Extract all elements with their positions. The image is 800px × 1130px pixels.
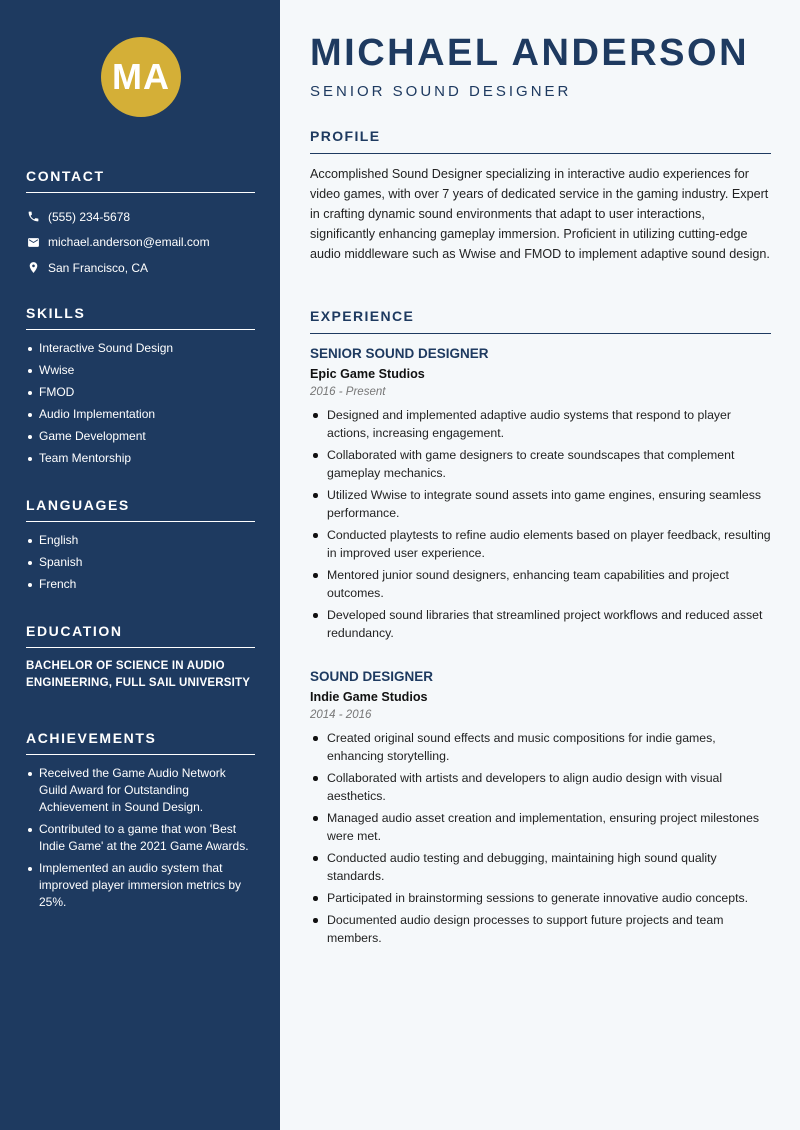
sidebar <box>0 0 280 1130</box>
job-bullet: Collaborated with artists and developers to align audio design with visual aesthetics. <box>310 769 771 805</box>
achievements-list <box>26 765 255 911</box>
contact-email-text: michael.anderson@email.com <box>48 235 210 250</box>
job-bullet: Conducted playtests to refine audio elements based on player feedback, resulting in improved user experience. <box>310 526 771 562</box>
job-entry <box>310 669 771 951</box>
profile-heading: PROFILE <box>310 128 771 154</box>
skill-item: Interactive Sound Design <box>26 340 255 357</box>
skill-item: Game Development <box>26 428 255 445</box>
education-heading: EDUCATION <box>26 623 255 648</box>
job-bullets <box>310 729 771 947</box>
language-item: French <box>26 576 255 593</box>
job-bullets <box>310 406 771 642</box>
skill-item: FMOD <box>26 384 255 401</box>
location-pin-icon <box>26 261 40 275</box>
job-bullet: Participated in brainstorming sessions to generate innovative audio concepts. <box>310 889 771 907</box>
phone-icon <box>26 210 40 224</box>
skill-item: Audio Implementation <box>26 406 255 423</box>
job-bullet: Conducted audio testing and debugging, maintaining high sound quality standards. <box>310 849 771 885</box>
job-entry <box>310 346 771 646</box>
skills-section <box>26 305 255 472</box>
achievement-item: Implemented an audio system that improved player immersion metrics by 25%. <box>26 860 255 911</box>
contact-section <box>26 168 255 281</box>
job-bullet: Designed and implemented adaptive audio systems that respond to player actions, increasing engagement. <box>310 406 771 442</box>
contact-location-text: San Francisco, CA <box>48 260 149 275</box>
education-degree: BACHELOR OF SCIENCE IN AUDIO ENGINEERING, FULL SAIL UNIVERSITY <box>26 660 251 689</box>
job-role: SENIOR SOUND DESIGNER <box>310 346 489 361</box>
achievements-heading: ACHIEVEMENTS <box>26 730 255 755</box>
job-bullet: Mentored junior sound designers, enhancing team capabilities and project outcomes. <box>310 566 771 602</box>
languages-list <box>26 532 255 593</box>
contact-list <box>26 204 255 281</box>
job-dates: 2014 - 2016 <box>310 709 372 721</box>
profile-summary: Accomplished Sound Designer specializing in interactive audio experiences for video games, with over 7 years of dedicated service in the gaming industry. Expert in crafting dynamic sound environments that adapt to user interactions, significantly enhancing gameplay immersion. Proficient in utilizing cutting-edge audio middleware such as Wwise and FMOD to implement adaptive sound design. <box>310 167 770 261</box>
achievement-item: Contributed to a game that won 'Best Indie Game' at the 2021 Game Awards. <box>26 821 255 855</box>
candidate-title: SENIOR SOUND DESIGNER <box>310 83 572 100</box>
contact-phone <box>26 204 255 230</box>
language-item: English <box>26 532 255 549</box>
skill-item: Team Mentorship <box>26 450 255 467</box>
skills-list <box>26 340 255 467</box>
job-bullet: Developed sound libraries that streamlined project workflows and reduced asset redundancy. <box>310 606 771 642</box>
job-bullet: Utilized Wwise to integrate sound assets into game engines, ensuring seamless performance. <box>310 486 771 522</box>
candidate-name: MICHAEL ANDERSON <box>310 32 750 74</box>
experience-section <box>310 308 771 334</box>
job-dates: 2016 - Present <box>310 386 386 398</box>
achievements-section <box>26 730 255 916</box>
job-bullet: Managed audio asset creation and implementation, ensuring project milestones were met. <box>310 809 771 845</box>
contact-location <box>26 255 255 281</box>
education-section <box>26 623 255 692</box>
achievement-item: Received the Game Audio Network Guild Award for Outstanding Achievement in Sound Design. <box>26 765 255 816</box>
job-bullet: Created original sound effects and music compositions for indie games, enhancing storytelling. <box>310 729 771 765</box>
contact-email <box>26 230 255 256</box>
job-bullet: Documented audio design processes to support future projects and team members. <box>310 911 771 947</box>
languages-heading: LANGUAGES <box>26 497 255 522</box>
profile-section <box>310 128 771 264</box>
job-role: SOUND DESIGNER <box>310 669 434 684</box>
contact-phone-text: (555) 234-5678 <box>48 209 131 224</box>
job-company: Epic Game Studios <box>310 367 425 381</box>
languages-section <box>26 497 255 598</box>
experience-heading: EXPERIENCE <box>310 308 771 334</box>
avatar: MA <box>101 37 181 117</box>
mail-icon <box>26 235 40 249</box>
skills-heading: SKILLS <box>26 305 255 330</box>
contact-heading: CONTACT <box>26 168 255 193</box>
language-item: Spanish <box>26 554 255 571</box>
job-bullet: Collaborated with game designers to create soundscapes that complement gameplay mechanics. <box>310 446 771 482</box>
skill-item: Wwise <box>26 362 255 379</box>
job-company: Indie Game Studios <box>310 690 428 704</box>
